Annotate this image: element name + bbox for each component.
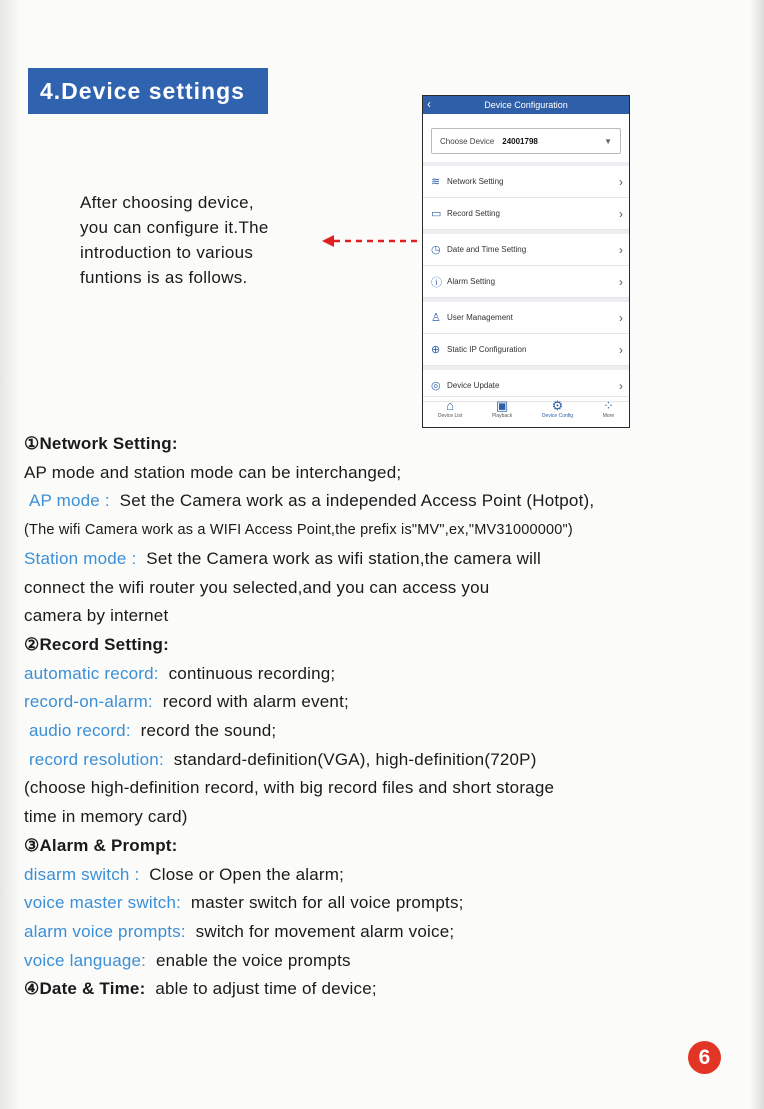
resolution-note-2: time in memory card) [24, 807, 188, 827]
master-switch-label: voice master switch: [24, 893, 182, 913]
voice-language-label: voice language: [24, 950, 147, 970]
device-chooser-value: 24001798 [502, 136, 538, 146]
voice-language-line [24, 947, 744, 976]
date-time-text: able to adjust time of device; [155, 979, 377, 999]
intro-text [80, 190, 330, 290]
device-chooser[interactable] [431, 128, 621, 154]
tab-label: Playback [491, 413, 513, 419]
chevron-right-icon: › [619, 242, 623, 257]
menu-item-label: Record Setting [447, 209, 500, 218]
voice-language-text: enable the voice prompts [155, 950, 351, 970]
menu-item-label: Static IP Configuration [447, 345, 527, 354]
resolution-note: (choose high-definition record, with big record files and short storage [24, 778, 555, 798]
settings-content [24, 430, 744, 1004]
tab-playback[interactable] [492, 399, 512, 419]
user-icon: ♙ [431, 312, 441, 324]
record-heading: ②Record Setting: [24, 634, 170, 654]
voice-prompts-label: alarm voice prompts: [24, 921, 186, 941]
ap-mode-note: (The wifi Camera work as a WIFI Access Point,the prefix is"MV",ex,"MV31000000") [24, 522, 573, 539]
menu-group [423, 162, 629, 230]
menu-item-record[interactable] [423, 198, 629, 230]
disarm-line [24, 861, 744, 890]
chevron-right-icon: › [619, 310, 623, 325]
auto-record-label: automatic record: [24, 663, 159, 683]
intro-line: introduction to various [80, 243, 254, 262]
station-mode-line-2: connect the wifi router you selected,and you can access you [24, 577, 490, 597]
intro-line: funtions is as follows. [80, 268, 248, 287]
alarm-record-text: record with alarm event; [162, 692, 349, 712]
network-line: AP mode and station mode can be interchanged; [24, 462, 402, 482]
master-switch-line [24, 889, 744, 918]
date-time-heading: ④Date & Time: [24, 979, 146, 999]
menu-item-label: Alarm Setting [447, 277, 496, 286]
phone-header-title: Device Configuration [484, 100, 568, 110]
date-time-line [24, 975, 744, 1004]
dropdown-caret-icon: ▼ [604, 136, 612, 146]
device-chooser-label: Choose Device [440, 136, 495, 146]
station-mode-text: Set the Camera work as wifi station,the camera will [146, 548, 542, 568]
menu-item-date-time[interactable] [423, 234, 629, 266]
station-mode-line [24, 545, 744, 574]
network-heading: ①Network Setting: [24, 434, 178, 453]
gear-icon: ⚙ [551, 398, 564, 413]
ap-mode-label: AP mode : [28, 491, 110, 511]
ip-icon: ⊕ [431, 344, 441, 356]
audio-record-line [24, 717, 744, 746]
pointer-arrow [322, 235, 420, 247]
section-title: 4.Device settings [28, 68, 268, 114]
tab-bar [423, 396, 629, 427]
disarm-label: disarm switch : [24, 864, 140, 884]
menu-item-label: Network Setting [447, 177, 504, 186]
resolution-text: standard-definition(VGA), high-definition(720P) [173, 749, 537, 769]
menu-item-alarm[interactable] [423, 266, 629, 298]
page-edge-left [0, 0, 20, 1109]
alarm-record-label: record-on-alarm: [24, 692, 153, 712]
intro-line: After choosing device, [80, 193, 254, 212]
home-icon: ⌂ [446, 398, 454, 413]
resolution-label: record resolution: [28, 749, 164, 769]
more-icon: ⁘ [602, 398, 614, 413]
menu-item-label: Date and Time Setting [447, 245, 527, 254]
menu-item-network[interactable] [423, 166, 629, 198]
disarm-text: Close or Open the alarm; [149, 864, 345, 884]
tab-device-config[interactable] [542, 399, 573, 419]
update-icon: ◎ [431, 380, 441, 392]
ap-mode-line [24, 487, 744, 516]
page-edge-right [750, 0, 764, 1109]
resolution-line [24, 746, 744, 775]
intro-line: you can configure it.The [80, 218, 269, 237]
menu-item-label: Device Update [447, 381, 500, 390]
menu-item-user[interactable] [423, 302, 629, 334]
page-number-badge: 6 [688, 1041, 721, 1074]
back-icon[interactable]: ‹ [427, 97, 431, 111]
voice-prompts-line [24, 918, 744, 947]
tab-more[interactable] [603, 399, 614, 419]
clock-icon: ◷ [431, 244, 441, 256]
phone-screenshot [422, 95, 630, 428]
audio-record-text: record the sound; [140, 721, 277, 741]
tab-label: Device List [437, 413, 463, 419]
audio-record-label: audio record: [28, 721, 131, 741]
auto-record-text: continuous recording; [168, 663, 336, 683]
station-mode-line-3: camera by internet [24, 606, 169, 626]
play-icon: ▣ [495, 398, 509, 413]
alarm-heading: ③Alarm & Prompt: [24, 835, 178, 855]
wifi-icon: ≋ [431, 176, 441, 188]
menu-item-static-ip[interactable] [423, 334, 629, 366]
chevron-right-icon: › [619, 378, 623, 393]
chevron-right-icon: › [619, 342, 623, 357]
master-switch-text: master switch for all voice prompts; [190, 893, 464, 913]
chevron-right-icon: › [619, 274, 623, 289]
phone-header [423, 96, 629, 114]
alarm-record-line [24, 688, 744, 717]
ap-mode-text: Set the Camera work as a independed Access Point (Hotpot), [119, 491, 595, 511]
alarm-icon: ⓘ [431, 276, 442, 289]
tab-label: More [602, 413, 615, 419]
voice-prompts-text: switch for movement alarm voice; [195, 921, 455, 941]
menu-group [423, 230, 629, 298]
auto-record-line [24, 660, 744, 689]
tab-device-list[interactable] [438, 399, 462, 419]
menu-group [423, 298, 629, 366]
chevron-right-icon: › [619, 174, 623, 189]
tab-label: Device Config [541, 413, 574, 419]
menu-item-label: User Management [447, 313, 513, 322]
chevron-right-icon: › [619, 206, 623, 221]
station-mode-label: Station mode : [24, 548, 137, 568]
video-icon: ▭ [431, 208, 442, 220]
